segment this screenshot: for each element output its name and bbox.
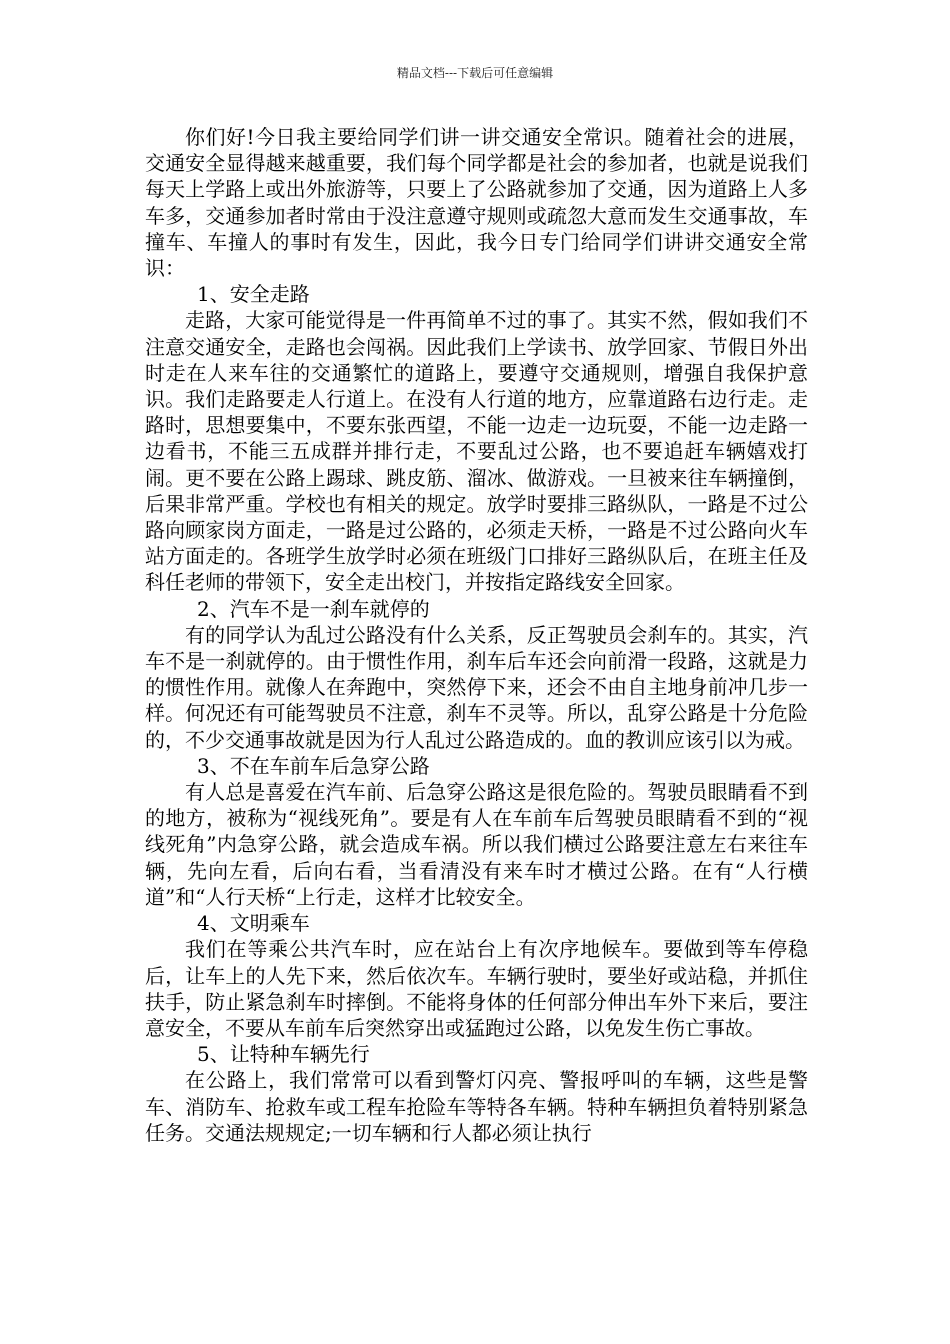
section-heading-4: 4、文明乘车 xyxy=(197,911,310,936)
section-heading-3: 3、不在车前车后急穿公路 xyxy=(197,753,430,778)
page-header: 精品文档---下载后可任意编辑 xyxy=(396,66,554,80)
section-paragraph-4: 我们在等乘公共汽车时，应在站台上有次序地候车。要做到等车停稳后，让车上的人先下来，然后依次车。车辆行驶时，要坐好或站稳，并抓住扶手，防止紧急刹车时摔倒。不能将身体的任何部分伸出车外下来后，要注意安全，不要从车前车后突然穿出或猛跑过公路，以免发生伤亡事故。 xyxy=(145,937,808,1040)
intro-paragraph: 你们好!今日我主要给同学们讲一讲交通安全常识。随着社会的进展，交通安全显得越来越重要，我们每个同学都是社会的参加者，也就是说我们每天上学路上或出外旅游等，只要上了公路就参加了交通，因为道路上人多车多，交通参加者时常由于没注意遵守规则或疏忽大意而发生交通事故，车撞车、车撞人的事时有发生，因此，我今日专门给同学们讲讲交通安全常识： xyxy=(145,125,808,281)
section-heading-5: 5、让特种车辆先行 xyxy=(197,1042,370,1067)
section-paragraph-3: 有人总是喜爱在汽车前、后急穿公路这是很危险的。驾驶员眼睛看不到的地方，被称为“视线死角”。要是有人在车前车后驾驶员眼睛看不到的“视线死角”内急穿公路，就会造成车祸。所以我们横过公路要注意左右来往车辆，先向左看，后向右看，当看清没有来车时才横过公路。在有“人行横道”和“人行天桥“上行走，这样才比较安全。 xyxy=(145,780,808,909)
section-paragraph-5: 在公路上，我们常常可以看到警灯闪亮、警报呼叫的车辆，这些是警车、消防车、抢救车或工程车抢险车等特各车辆。特种车辆担负着特别紧急任务。交通法规规定;一切车辆和行人都必须让执行 xyxy=(145,1068,808,1145)
section-paragraph-2: 有的同学认为乱过公路没有什么关系，反正驾驶员会刹车的。其实，汽车不是一刹就停的。由于惯性作用，刹车后车还会向前滑一段路，这就是力的惯性作用。就像人在奔跑中，突然停下来，还会不由自主地身前冲几步一样。何况还有可能驾驶员不注意，刹车不灵等。所以，乱穿公路是十分危险的，不少交通事故就是因为行人乱过公路造成的。血的教训应该引以为戒。 xyxy=(145,622,808,752)
section-heading-1: 1、安全走路 xyxy=(197,282,310,307)
section-paragraph-1: 走路，大家可能觉得是一件再简单不过的事了。其实不然，假如我们不注意交通安全，走路也会闯祸。因此我们上学读书、放学回家、节假日外出时走在人来车往的交通繁忙的道路上，要遵守交通规则，增强自我保护意识。我们走路要走人行道上。在没有人行道的地方，应靠道路右边行走。走路时，思想要集中，不要东张西望，不能一边走一边玩耍，不能一边走路一边看书，不能三五成群并排行走，不要乱过公路，也不要追赶车辆嬉戏打闹。更不要在公路上踢球、跳皮筋、溜冰、做游戏。一旦被来往车辆撞倒，后果非常严重。学校也有相关的规定。放学时要排三路纵队，一路是不过公路向顾家岗方面走，一路是过公路的，必须走天桥，一路是不过公路向火车站方面走的。各班学生放学时必须在班级门口排好三路纵队后，在班主任及科任老师的带领下，安全走出校门，并按指定路线安全回家。 xyxy=(145,308,808,595)
section-heading-2: 2、汽车不是一刹车就停的 xyxy=(197,596,430,621)
document-body xyxy=(145,124,808,1146)
